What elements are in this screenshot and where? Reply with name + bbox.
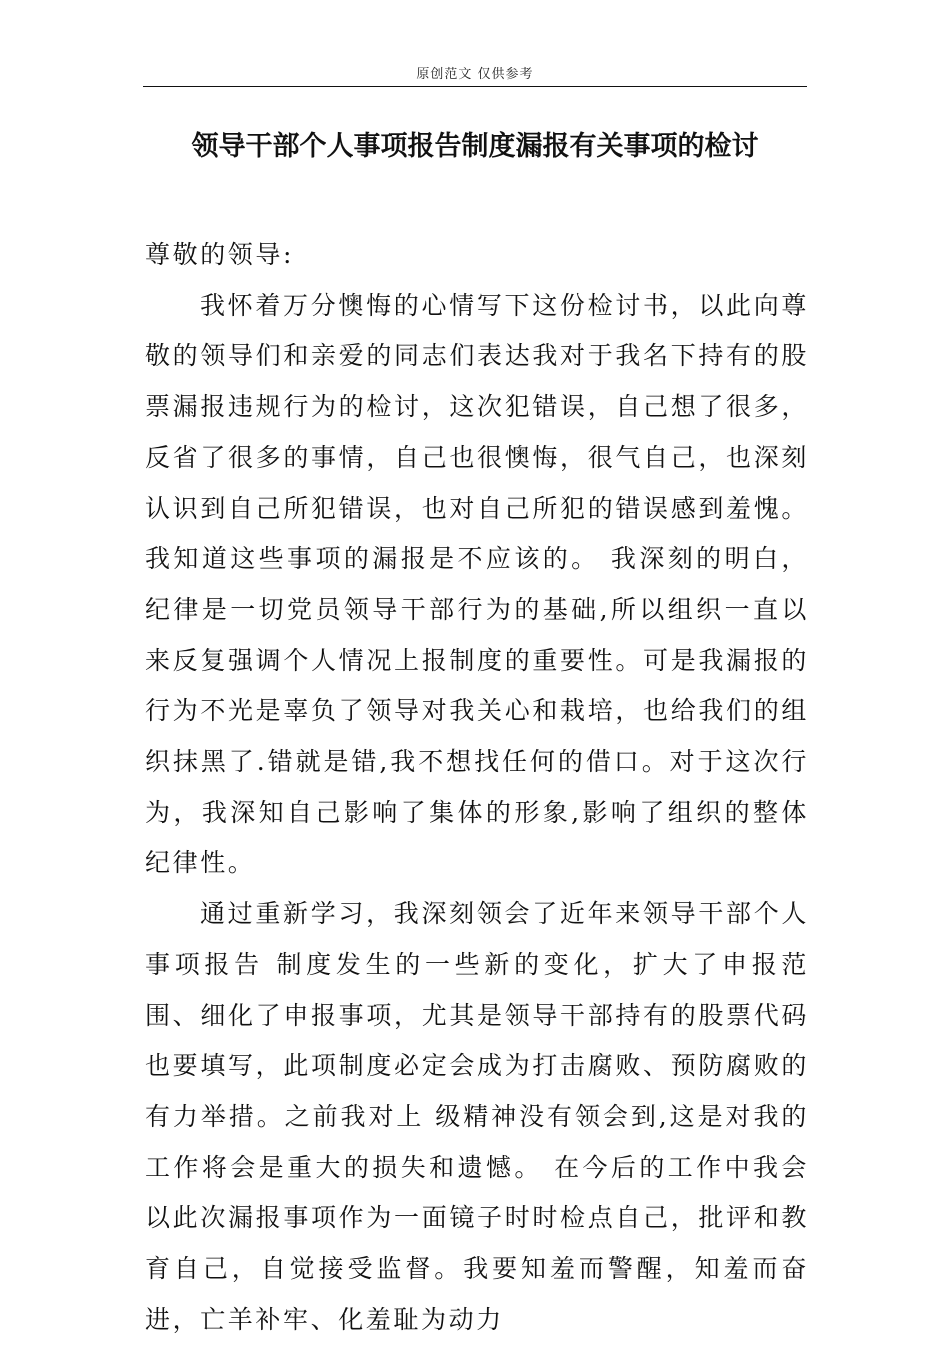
paragraph: 通过重新学习，我深刻领会了近年来领导干部个人事项报告 制度发生的一些新的变化，扩大了申报范围、细化了申报事项，尤其是领导干部持有的股票代码也要填写，此项制度必定会成为打击腐败、预防腐败的有力举措。之前我对上 级精神没有领会到,这是对我的工作将会是重大的损失和遗憾。 在今后的工作中我会以此次漏报事项作为一面镜子时时检点自己，批评和教育自己，自觉接受监督。我要知羞而警醒，知羞而奋进，亡羊补牢、化羞耻为动力 bbox=[145, 899, 809, 1334]
salutation: 尊敬的领导: bbox=[145, 240, 295, 269]
header-divider bbox=[143, 86, 807, 87]
page-header: 原创范文 仅供参考 bbox=[416, 67, 534, 82]
document-title: 领导干部个人事项报告制度漏报有关事项的检讨 bbox=[191, 131, 759, 162]
document-body bbox=[145, 230, 809, 1345]
paragraph: 我怀着万分懊悔的心情写下这份检讨书，以此向尊敬的领导们和亲爱的同志们表达我对于我名下持有的股票漏报违规行为的检讨，这次犯错误，自己想了很多，反省了很多的事情，自己也很懊悔，很气自己，也深刻认识到自己所犯错误，也对自己所犯的错误感到羞愧。我知道这些事项的漏报是不应该的。 我深刻的明白，纪律是一切党员领导干部行为的基础,所以组织一直以来反复强调个人情况上报制度的重要性。可是我漏报的行为不光是辜负了领导对我关心和栽培，也给我们的组织抹黑了.错就是错,我不想找任何的借口。对于这次行为，我深知自己影响了集体的形象,影响了组织的整体纪律性。 bbox=[145, 290, 809, 878]
